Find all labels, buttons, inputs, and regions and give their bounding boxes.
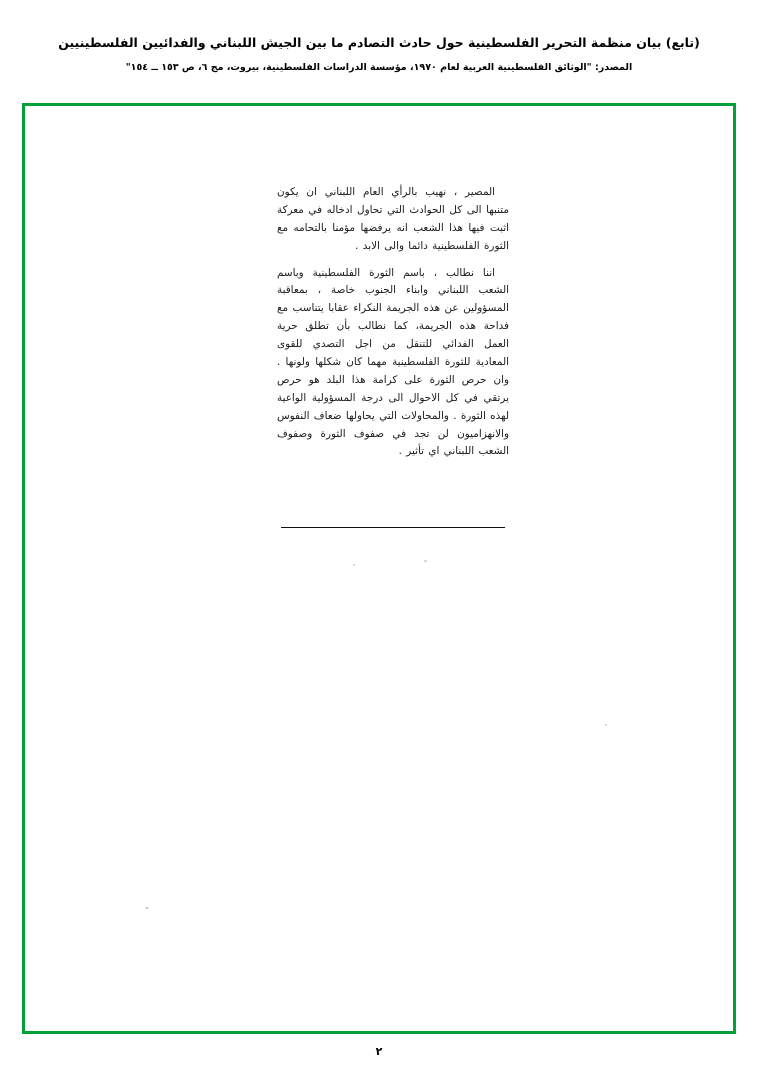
paragraph: المصير ، نهيب بالرأي العام اللبناني ان يكون متنبها الى كل الحوادث التي تحاول ادخاله في معركة اثبت فيها هذا الشعب انه يرفضها مؤمنا بالتحامه مع الثورة الفلسطينية دائما والى الابد . (277, 186, 509, 252)
page-number: ٢ (375, 1045, 383, 1058)
source-citation: المصدر: "الوثائق الفلسطينية العربية لعام ١٩٧٠، مؤسسة الدراسات الفلسطينية، بيروت، مج ٦، ص ١٥٣ ــ ١٥٤" (125, 62, 633, 74)
scan-speckle (145, 907, 149, 909)
page-title: (تابع) بيان منظمة التحرير الفلسطينية حول حادث التصادم ما بين الجيش اللبناني والفدائيين الفلسطينيين (58, 35, 700, 50)
scan-speckle (353, 564, 355, 566)
body-text-column (277, 184, 509, 461)
scan-speckle (424, 560, 427, 562)
document-header (0, 34, 758, 74)
frame-inner-area (31, 112, 727, 1025)
horizontal-rule (281, 527, 505, 528)
paragraph: اننا نطالب ، باسم الثورة الفلسطينية وباسم الشعب اللبناني وابناء الجنوب خاصة ، بمعاقبة المسؤولين عن هذه الجريمة النكراء عقابا يتناسب مع فداحة هذه الجريمة، كما نطالب بأن تطلق حرية العمل الفدائي للتنقل من اجل التصدي للقوى المعادية للثورة الفلسطينية مهما كان شكلها ولونها . وان حرص الثورة على كرامة هذا البلد هو حرص يرتقي في كل الاحوال الى درجة المسؤولية الواعية لهذه الثورة . والمحاولات التي يحاولها ضعاف النفوس والانهزاميون لن تجد في صفوف الثورة وصفوف الشعب اللبناني اي تأثير . (277, 266, 509, 458)
scan-speckle (605, 724, 607, 726)
green-border-frame (22, 103, 736, 1034)
